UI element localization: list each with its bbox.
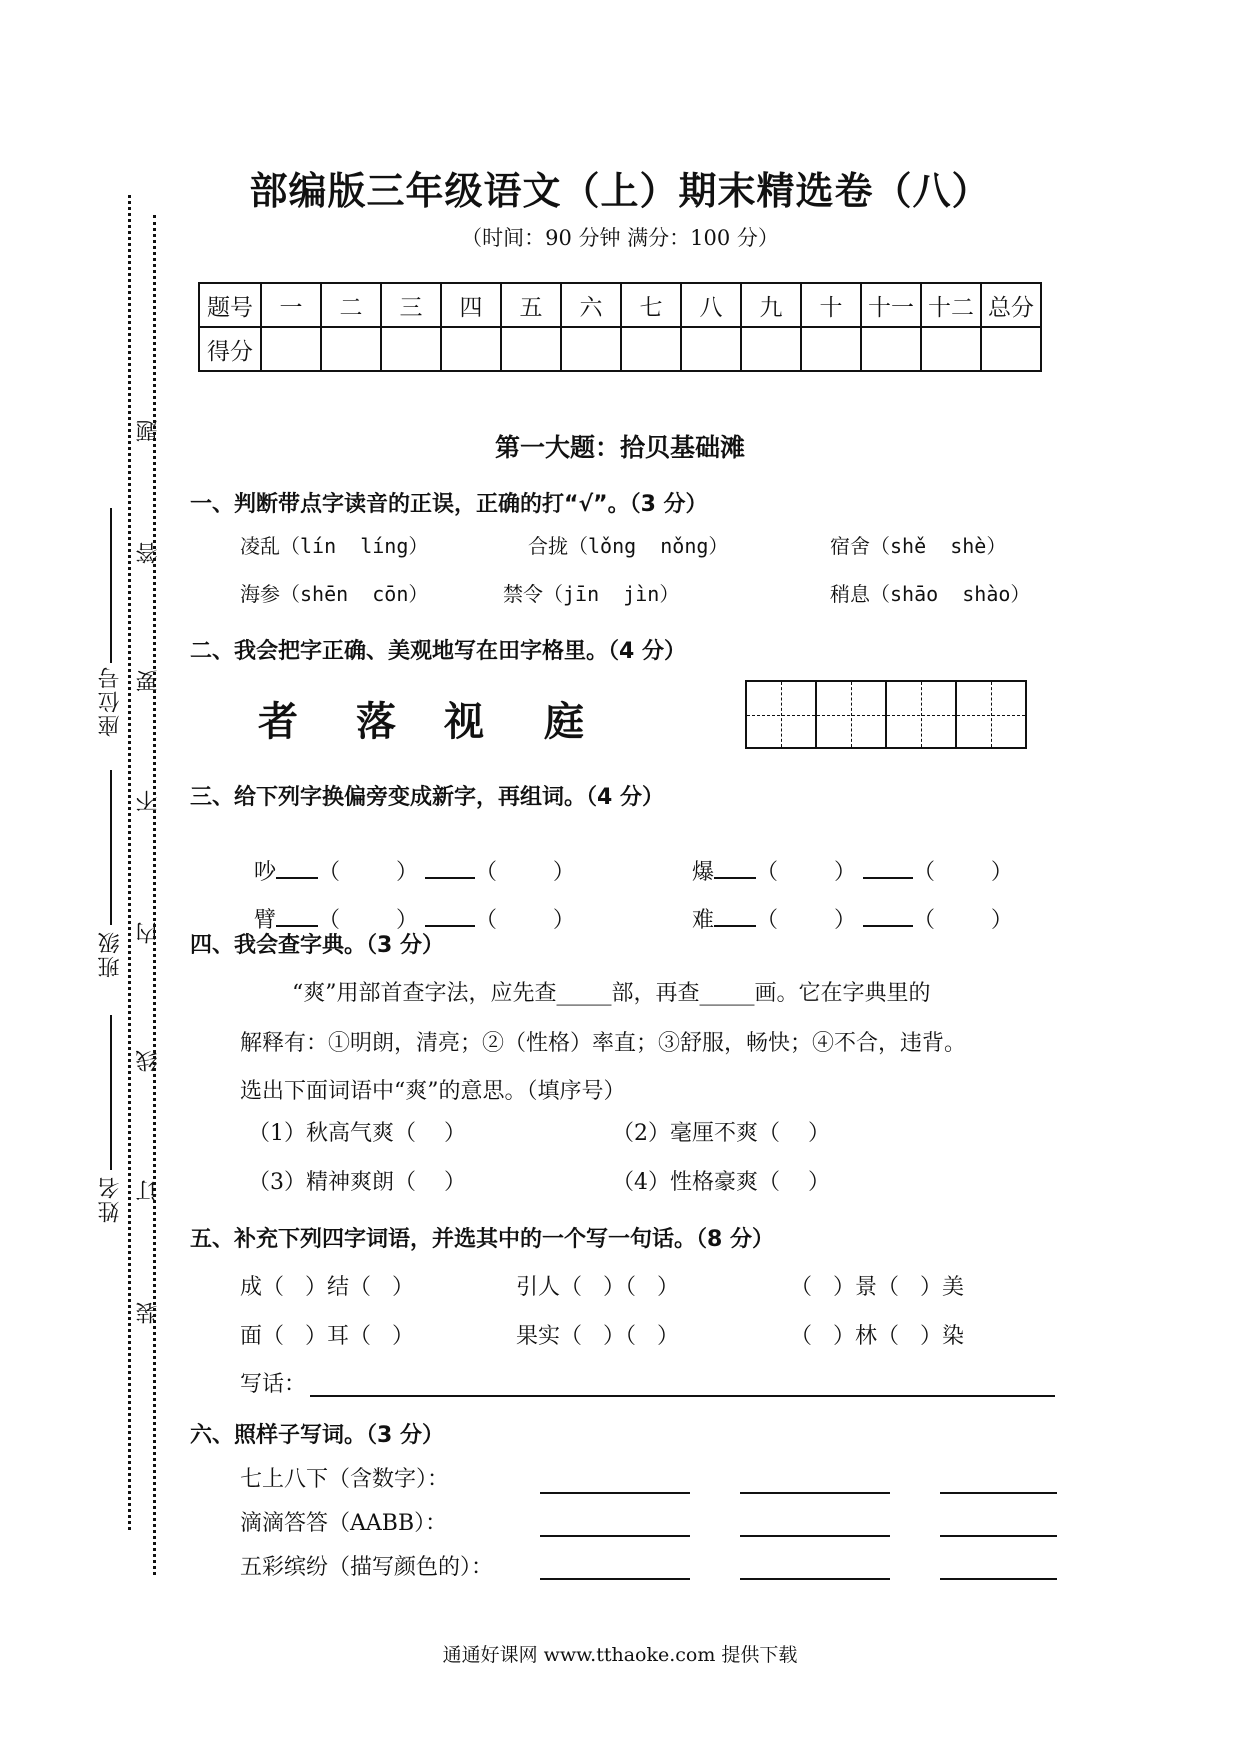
score-cell[interactable] <box>861 327 921 371</box>
row-label-question-number: 题号 <box>199 283 261 327</box>
q3-char: 难 <box>692 908 715 933</box>
tianzige-cell[interactable] <box>817 682 887 747</box>
tianzige-cell[interactable] <box>747 682 817 747</box>
q5-write-label: 写话： <box>240 1372 307 1397</box>
col-header: 十二 <box>921 283 981 327</box>
binding-char-zhuang: 装 <box>136 1300 161 1324</box>
q2-title: 二、我会把字正确、美观地写在田字格里。（4 分） <box>190 639 686 664</box>
q4-item: （1）秋高气爽（ ） <box>248 1121 466 1146</box>
q5-idiom: 成（ ）结（ ） <box>240 1275 414 1300</box>
score-table <box>198 282 1042 372</box>
q6-answer-line[interactable] <box>540 1492 690 1494</box>
q4-item: （2）毫厘不爽（ ） <box>612 1121 830 1146</box>
score-cell[interactable] <box>321 327 381 371</box>
q5-idiom: （ ）林（ ）染 <box>790 1324 964 1349</box>
section-title: 第一大题：拾贝基础滩 <box>494 433 745 462</box>
binding-dotted-line-outer <box>128 195 131 1530</box>
q2-char: 者 <box>258 699 298 745</box>
q5-title: 五、补充下列四字词语，并选其中的一个写一句话。（8 分） <box>190 1227 774 1252</box>
q5-idiom: 面（ ）耳（ ） <box>240 1324 414 1349</box>
q3-row: 爆 （ ） （ ） <box>692 860 1013 885</box>
col-header: 总分 <box>981 283 1041 327</box>
name-label: 姓名 <box>98 1175 123 1223</box>
q3-row: 吵 （ ） （ ） <box>254 860 575 885</box>
q1-item: 宿舍（shě shè） <box>830 534 1007 558</box>
score-table-header-row <box>199 283 1041 327</box>
col-header: 十一 <box>861 283 921 327</box>
q6-title: 六、照样子写词。（3 分） <box>190 1423 444 1448</box>
q3-char: 爆 <box>692 860 715 885</box>
q6-prompt: 七上八下（含数字）： <box>240 1467 450 1492</box>
q2-char: 落 <box>356 699 396 745</box>
col-header: 三 <box>381 283 441 327</box>
col-header: 十 <box>801 283 861 327</box>
q5-write-line[interactable] <box>310 1395 1055 1397</box>
score-cell[interactable] <box>501 327 561 371</box>
name-blank <box>110 1015 112 1170</box>
exam-subtitle: （时间：90 分钟 满分：100 分） <box>461 226 779 250</box>
q2-char: 庭 <box>544 699 584 745</box>
score-cell[interactable] <box>921 327 981 371</box>
tianzige-cell[interactable] <box>957 682 1025 747</box>
q6-answer-line[interactable] <box>540 1578 690 1580</box>
q4-text: “爽”用部首查字法，应先查_____部，再查_____画。它在字典里的 <box>292 981 931 1006</box>
binding-char-nei: 内 <box>136 920 161 944</box>
exam-title: 部编版三年级语文（上）期末精选卷（八） <box>249 169 991 213</box>
score-cell[interactable] <box>801 327 861 371</box>
tianzige-grid[interactable] <box>745 680 1027 749</box>
binding-char-bu: 不 <box>136 788 161 812</box>
col-header: 九 <box>741 283 801 327</box>
q3-row: 臂 （ ） （ ） <box>254 908 575 933</box>
score-cell[interactable] <box>441 327 501 371</box>
col-header: 一 <box>261 283 321 327</box>
q6-answer-line[interactable] <box>540 1535 690 1537</box>
score-cell[interactable] <box>261 327 321 371</box>
q4-text: 选出下面词语中“爽”的意思。（填序号） <box>240 1079 626 1104</box>
q3-char: 吵 <box>254 860 277 885</box>
score-cell[interactable] <box>381 327 441 371</box>
class-label: 班级 <box>98 930 123 978</box>
tianzige-cell[interactable] <box>887 682 957 747</box>
score-cell[interactable] <box>981 327 1041 371</box>
q6-answer-line[interactable] <box>940 1492 1057 1494</box>
binding-char-xian: 线 <box>136 1048 161 1072</box>
col-header: 七 <box>621 283 681 327</box>
q6-answer-line[interactable] <box>940 1578 1057 1580</box>
q4-text: 解释有：①明朗，清亮；②（性格）率直；③舒服，畅快；④不合，违背。 <box>240 1031 967 1056</box>
binding-char-ding: 订 <box>136 1178 161 1202</box>
q3-title: 三、给下列字换偏旁变成新字，再组词。（4 分） <box>190 785 664 810</box>
score-cell[interactable] <box>741 327 801 371</box>
q6-answer-line[interactable] <box>740 1492 890 1494</box>
q1-item: 海参（shēn cōn） <box>240 582 429 606</box>
q5-idiom: （ ）景（ ）美 <box>790 1275 964 1300</box>
binding-char-da: 答 <box>136 540 161 564</box>
footer-source: 通通好课网 www.tthaoke.com 提供下载 <box>442 1644 798 1666</box>
q2-char: 视 <box>444 699 484 745</box>
row-label-score: 得分 <box>199 327 261 371</box>
q5-idiom: 果实（ ）（ ） <box>516 1324 679 1349</box>
q1-item: 凌乱（lín líng） <box>240 534 429 558</box>
col-header: 八 <box>681 283 741 327</box>
q6-prompt: 五彩缤纷（描写颜色的）： <box>240 1555 494 1580</box>
q4-title: 四、我会查字典。（3 分） <box>190 933 444 958</box>
score-cell[interactable] <box>681 327 741 371</box>
q1-item: 稍息（shāo shào） <box>830 582 1031 606</box>
q1-title: 一、判断带点字读音的正误，正确的打“√”。（3 分） <box>190 492 708 517</box>
q5-idiom: 引人（ ）（ ） <box>516 1275 679 1300</box>
q4-item: （4）性格豪爽（ ） <box>612 1170 830 1195</box>
col-header: 二 <box>321 283 381 327</box>
score-cell[interactable] <box>561 327 621 371</box>
col-header: 五 <box>501 283 561 327</box>
q1-item: 禁令（jīn jìn） <box>503 582 680 606</box>
binding-char-yao: 要 <box>136 668 161 692</box>
col-header: 四 <box>441 283 501 327</box>
q6-answer-line[interactable] <box>740 1535 890 1537</box>
seat-number-label: 座位号 <box>98 665 123 737</box>
binding-char-ti: 题 <box>136 418 161 442</box>
class-blank <box>110 770 112 925</box>
score-table-score-row <box>199 327 1041 371</box>
score-cell[interactable] <box>621 327 681 371</box>
seat-number-blank <box>110 508 112 663</box>
q1-item: 合拢（lǒng nǒng） <box>528 534 729 558</box>
q6-prompt: 滴滴答答（AABB）： <box>240 1511 448 1536</box>
q6-answer-line[interactable] <box>740 1578 890 1580</box>
q6-answer-line[interactable] <box>940 1535 1057 1537</box>
q3-char: 臂 <box>254 908 277 933</box>
q4-item: （3）精神爽朗（ ） <box>248 1170 466 1195</box>
q3-row: 难 （ ） （ ） <box>692 908 1013 933</box>
col-header: 六 <box>561 283 621 327</box>
